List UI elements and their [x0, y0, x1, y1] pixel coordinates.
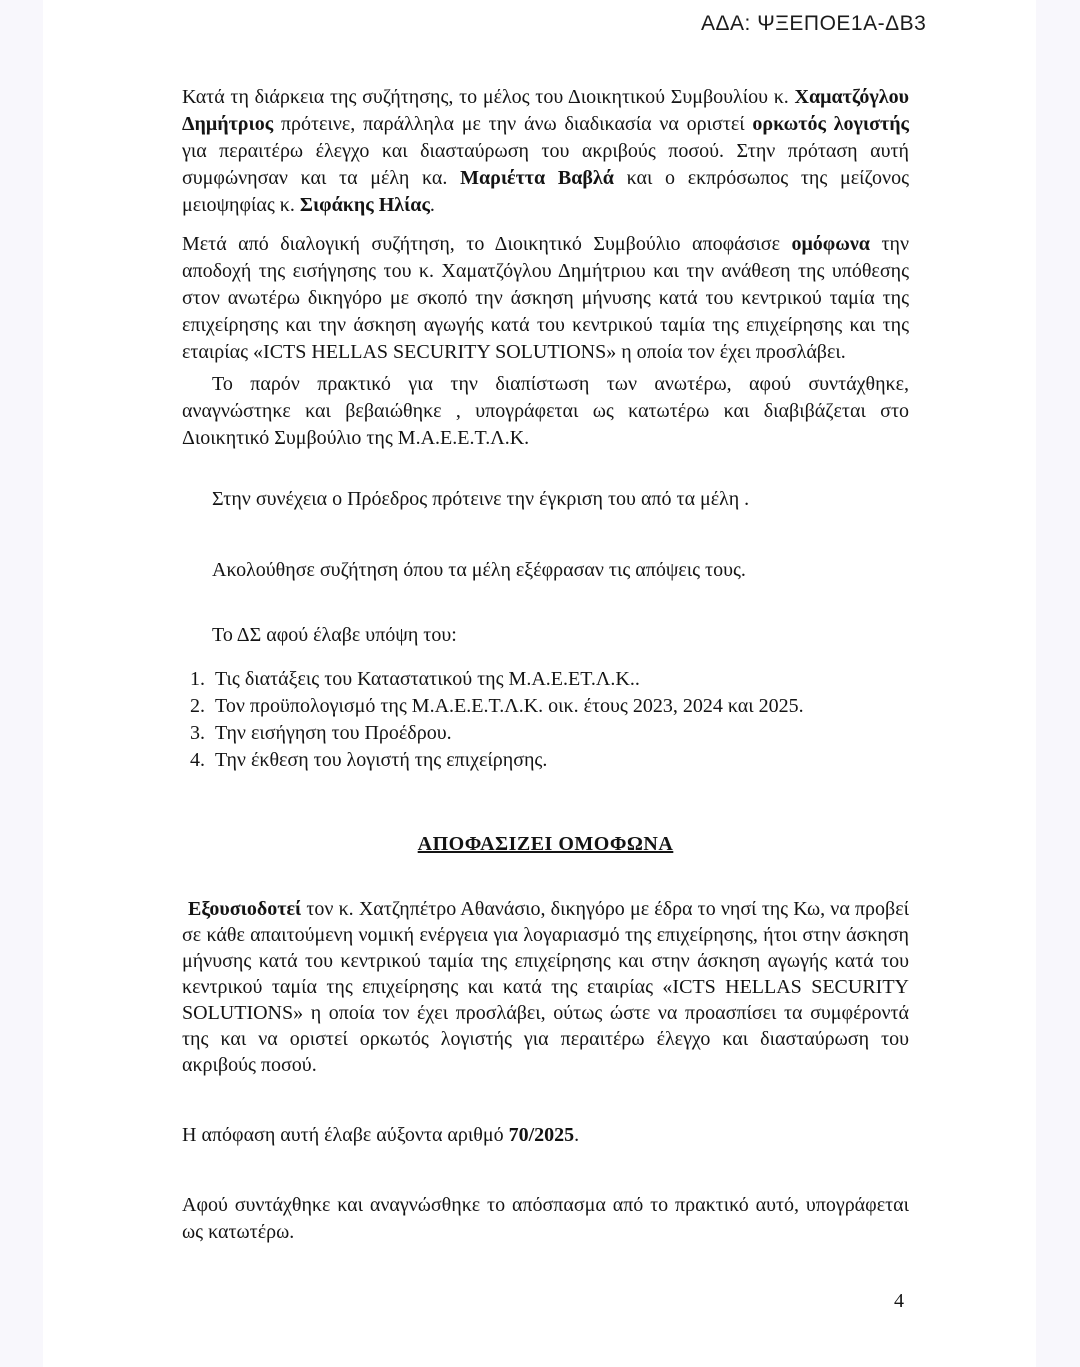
list-item-number: 1. [190, 668, 205, 690]
document-body [182, 0, 909, 1246]
paragraph-discussion-followed: Ακολούθησε συζήτηση όπου τα μέλη εξέφρασαν τις απόψεις τους. [212, 559, 746, 581]
list-item-text: Την εισήγηση του Προέδρου. [215, 722, 452, 744]
decision-heading: ΑΠΟΦΑΣΙΖΕΙ ΟΜΟΦΩΝΑ [417, 833, 674, 855]
list-item-number: 2. [190, 695, 205, 717]
list-item-text: Τις διατάξεις του Καταστατικού της Μ.Α.Ε.ΕΤ.Λ.Κ.. [215, 668, 640, 690]
paragraph-president-approval: Στην συνέχεια ο Πρόεδρος πρότεινε την έγκριση του από τα μέλη . [212, 488, 750, 510]
paragraph-authorization: Εξουσιοδοτεί τον κ. Χατζηπέτρο Αθανάσιο, δικηγόρο με έδρα το νησί της Κω, να προβεί σε κάθε απαιτούμενη νομική ενέργεια για λογαριασμό της επιχείρησης, ήτοι στην άσκηση μήνυσης κατά του κεντρικού ταμία της επιχείρησης και στην άσκηση αγωγής κατά του κεντρικού ταμία της επιχείρησης και κατά της εταιρίας «ICTS HELLAS SECURITY SOLUTIONS» η οποία τον έχει προσλάβει, ούτως ώστε να προασπίσει τα συμφέροντά της και να οριστεί ορκωτός λογιστής για περαιτέρω έλεγχο και διασταύρωση του ακριβούς ποσού. [182, 898, 909, 1076]
paragraph-board-considered: Το ΔΣ αφού έλαβε υπόψη του: [212, 624, 457, 646]
list-item-number: 3. [190, 722, 205, 744]
paragraph-unanimous-decision: Μετά από διαλογική συζήτηση, το Διοικητικό Συμβούλιο αποφάσισε ομόφωνα την αποδοχή της εισήγησης του κ. Χαματζόγλου Δημήτριου και την ανάθεση της υπόθεσης στον ανωτέρω δικηγόρο με σκοπό την άσκηση μήνυσης κατά του κεντρικού ταμία της επιχείρησης και την άσκηση αγωγής κατά του κεντρικού ταμία της επιχείρησης και της εταιρίας «ICTS HELLAS SECURITY SOLUTIONS» η οποία τον έχει προσλάβει. [182, 233, 909, 363]
list-item [182, 720, 909, 747]
paragraph-minutes-confirmation: Το παρόν πρακτικό για την διαπίστωση των ανωτέρω, αφού συντάχθηκε, αναγνώστηκε και βεβαιώθηκε , υπογράφεται ως κατωτέρω και διαβιβάζεται στο Διοικητικό Συμβούλιο της Μ.Α.Ε.Ε.Τ.Λ.Κ. [182, 373, 909, 449]
page-number: 4 [894, 1290, 904, 1312]
list-item [182, 747, 909, 774]
list-item-text: Την έκθεση του λογιστή της επιχείρησης. [215, 749, 548, 771]
list-item-number: 4. [190, 749, 205, 771]
ada-code-stamp: ΑΔΑ: ΨΞΕΠΟΕ1Α-ΔΒ3 [701, 12, 927, 35]
paragraph-decision-number: Η απόφαση αυτή έλαβε αύξοντα αριθμό 70/2025. [182, 1124, 580, 1146]
list-item-text: Τον προϋπολογισμό της Μ.Α.Ε.Ε.Τ.Λ.Κ. οικ. έτους 2023, 2024 και 2025. [215, 695, 804, 717]
paragraph-closing: Αφού συντάχθηκε και αναγνώσθηκε το απόσπασμα από το πρακτικό αυτό, υπογράφεται ως κατωτέρω. [182, 1194, 909, 1243]
paragraph-discussion-proposal: Κατά τη διάρκεια της συζήτησης, το μέλος του Διοικητικού Συμβουλίου κ. Χαματζόγλου Δημήτριος πρότεινε, παράλληλα με την άνω διαδικασία να οριστεί ορκωτός λογιστής για περαιτέρω έλεγχο και διασταύρωση του ακριβούς ποσού. Στην πρόταση αυτή συμφώνησαν και τα μέλη κα. Μαριέττα Βαβλά και ο εκπρόσωπος της μείζονος μειοψηφίας κ. Σιφάκης Ηλίας. [182, 86, 909, 216]
considerations-list [182, 666, 909, 774]
document-page [43, 0, 1036, 1367]
list-item [182, 693, 909, 720]
list-item [182, 666, 909, 693]
